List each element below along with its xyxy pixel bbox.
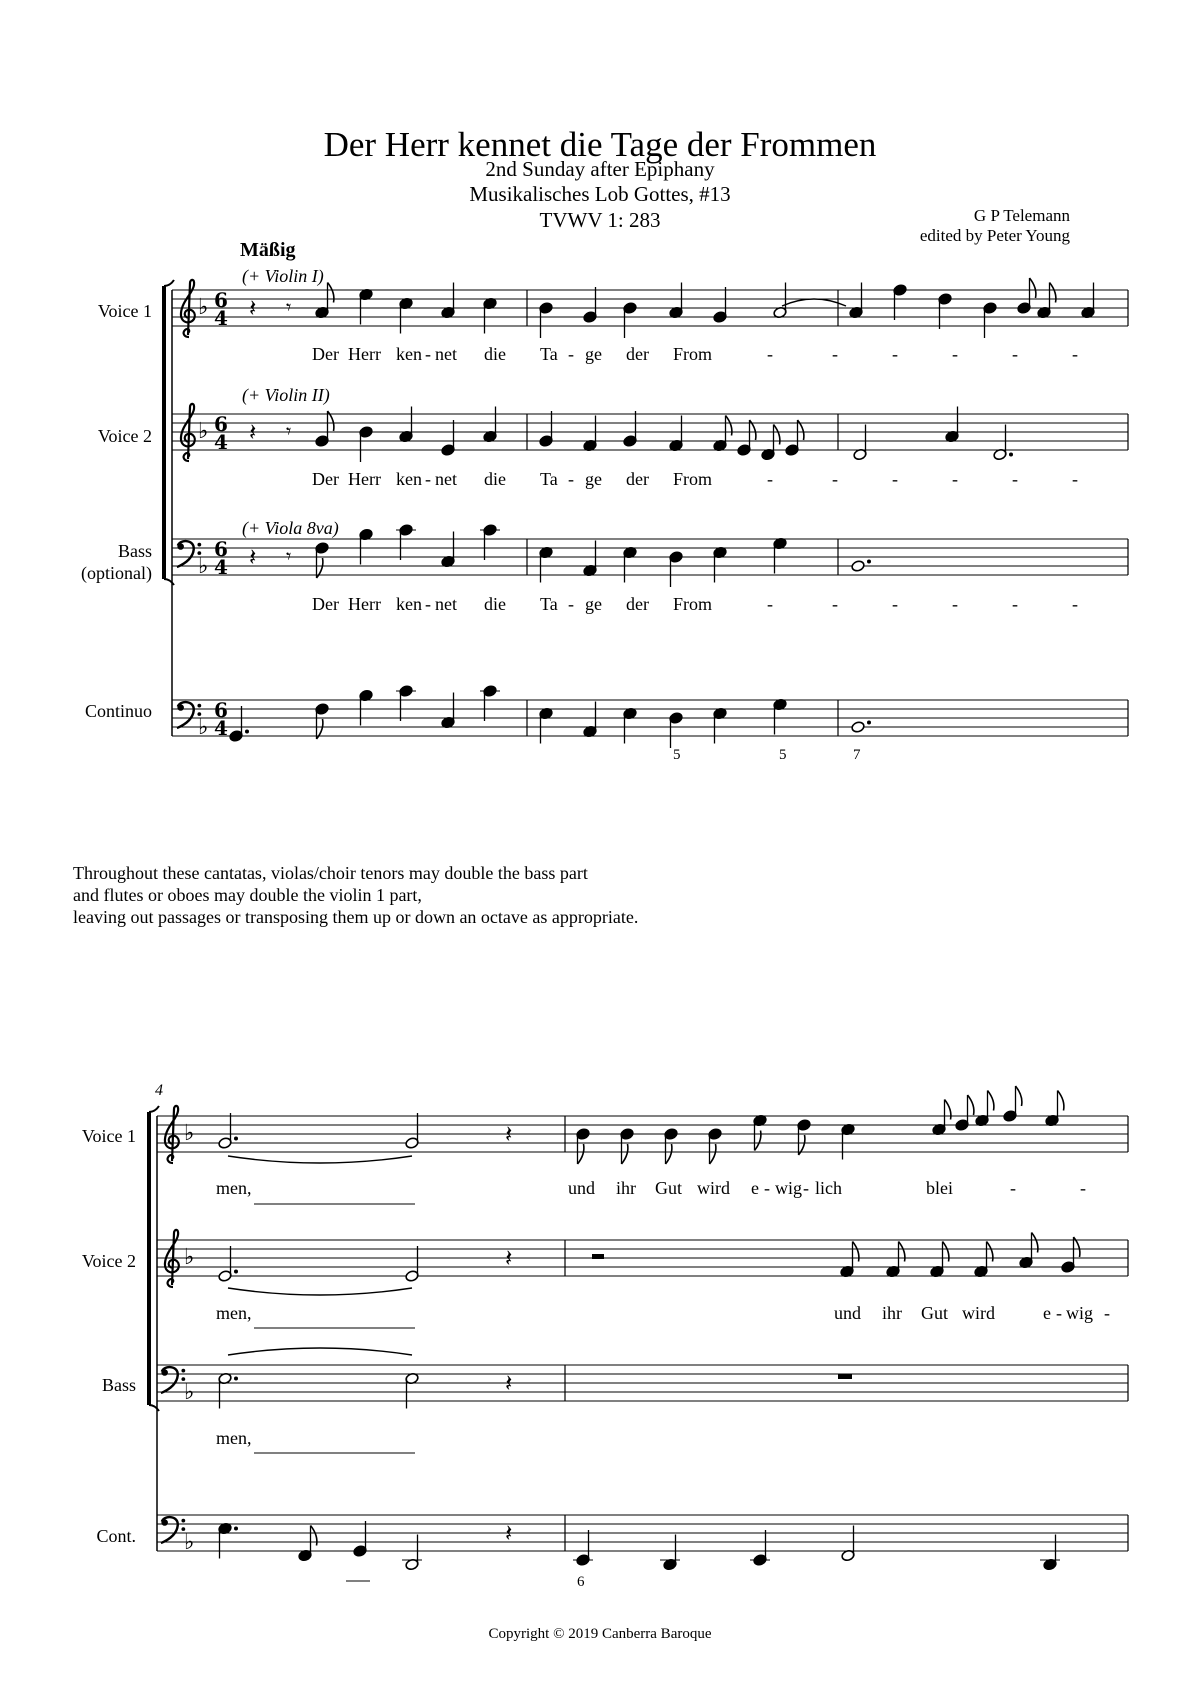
eighth-rest: 𝄾 <box>286 295 292 319</box>
lyric: From <box>673 344 713 364</box>
choir-bracket <box>149 1106 159 1112</box>
lyric: Ta <box>540 469 558 489</box>
time-signature: 4 <box>214 555 228 579</box>
note-dot <box>867 721 871 725</box>
lyric: blei <box>926 1178 953 1198</box>
quarter-rest: 𝄽 <box>249 294 257 322</box>
subtitle-occasion: 2nd Sunday after Epiphany <box>485 157 715 181</box>
staff-label-voice1: Voice 1 <box>81 1126 136 1146</box>
lyric: - <box>1072 344 1078 364</box>
lyric: die <box>484 594 506 614</box>
lyric: - <box>568 469 574 489</box>
time-signature: 6 <box>214 288 228 312</box>
lyric: - <box>832 344 838 364</box>
key-signature-flat: ♭ <box>184 1380 195 1405</box>
figured-bass: 5 <box>779 747 787 763</box>
lyric: - <box>892 344 898 364</box>
lyric: - <box>767 594 773 614</box>
lyric: Gut <box>655 1178 682 1198</box>
subtitle-catalog: TVWV 1: 283 <box>539 208 661 232</box>
staff-label-voice2: Voice 2 <box>97 426 152 446</box>
quarter-rest: 𝄽 <box>505 1519 513 1547</box>
staff-label-bass: Bass <box>117 541 152 561</box>
instrument-note-violin2: (+ Violin II) <box>242 385 330 405</box>
lyric: - <box>568 344 574 364</box>
lyric: ken <box>396 469 422 489</box>
lyric: ge <box>585 594 602 614</box>
note-head <box>851 721 865 734</box>
instrument-note-violin1: (+ Violin I) <box>242 266 324 286</box>
slur <box>228 1288 412 1295</box>
eighth-rest: 𝄾 <box>286 419 292 443</box>
lyric: - <box>767 469 773 489</box>
whole-rest <box>838 1374 852 1379</box>
lyric: ge <box>585 344 602 364</box>
lyric: - <box>832 469 838 489</box>
key-signature-flat: ♭ <box>198 715 209 740</box>
instrument-note-viola: (+ Viola 8va) <box>242 518 339 538</box>
lyric: - <box>952 469 958 489</box>
key-signature-flat: ♭ <box>198 554 209 579</box>
lyric: Der <box>312 594 339 614</box>
time-signature: 6 <box>214 698 228 722</box>
lyric: ihr <box>616 1178 636 1198</box>
page-title: Der Herr kennet die Tage der Frommen <box>323 125 877 164</box>
slur <box>782 299 846 306</box>
note-dot <box>234 1137 238 1141</box>
lyric: - <box>425 344 431 364</box>
lyric: - <box>764 1178 770 1198</box>
key-signature-flat: ♭ <box>184 1245 195 1270</box>
note-flag <box>622 1144 628 1164</box>
lyric: From <box>673 594 713 614</box>
key-signature-flat: ♭ <box>198 295 209 320</box>
note-dot <box>1009 453 1013 457</box>
bass-clef <box>161 1517 185 1543</box>
performance-note-line: Throughout these cantatas, violas/choir tenors may double the bass part <box>73 863 588 883</box>
lyric: net <box>435 594 457 614</box>
lyric: - <box>1080 1178 1086 1198</box>
note-flag <box>578 1144 584 1164</box>
lyric: - <box>425 594 431 614</box>
note-head <box>851 560 865 573</box>
lyric: - <box>952 594 958 614</box>
note-dot <box>234 1270 238 1274</box>
half-rest <box>592 1254 604 1259</box>
lyric: - <box>425 469 431 489</box>
staff-label-voice1: Voice 1 <box>97 301 152 321</box>
lyric: e <box>751 1178 759 1198</box>
note-flag <box>1030 278 1036 298</box>
lyric: Der <box>312 344 339 364</box>
quarter-rest: 𝄽 <box>505 1244 513 1272</box>
quarter-rest: 𝄽 <box>249 418 257 446</box>
lyric: lich <box>815 1178 842 1198</box>
lyric: die <box>484 469 506 489</box>
time-signature: 6 <box>214 537 228 561</box>
lyric: ken <box>396 594 422 614</box>
staff-label-continuo: Cont. <box>96 1526 136 1546</box>
lyric: men, <box>216 1303 252 1323</box>
note-flag <box>1016 1086 1022 1106</box>
lyric: - <box>1010 1178 1016 1198</box>
lyric: der <box>626 469 649 489</box>
lyric: und <box>568 1178 595 1198</box>
note-flag <box>710 1144 716 1164</box>
lyric: - <box>568 594 574 614</box>
composer: G P Telemann <box>973 206 1070 225</box>
choir-bracket <box>164 280 174 286</box>
quarter-rest: 𝄽 <box>505 1120 513 1148</box>
lyric: - <box>1072 469 1078 489</box>
lyric: - <box>1072 594 1078 614</box>
lyric: Ta <box>540 594 558 614</box>
staff-label-continuo: Continuo <box>84 701 152 721</box>
lyric: - <box>1012 594 1018 614</box>
staff-label-voice2: Voice 2 <box>81 1251 136 1271</box>
measure-number: 4 <box>155 1082 163 1099</box>
subtitle-collection: Musikalisches Lob Gottes, #13 <box>469 182 731 206</box>
bass-clef <box>161 1367 185 1393</box>
lyric: Herr <box>348 344 381 364</box>
lyric: der <box>626 594 649 614</box>
lyric: ken <box>396 344 422 364</box>
note-flag <box>1058 1091 1064 1111</box>
note-dot <box>234 1527 238 1531</box>
note-dot <box>867 560 871 564</box>
lyric: wig <box>1066 1303 1093 1323</box>
figured-bass: 7 <box>853 747 861 763</box>
performance-note-line: leaving out passages or transposing them up or down an octave as appropriate. <box>73 907 639 927</box>
quarter-rest: 𝄽 <box>505 1369 513 1397</box>
lyric: - <box>1012 344 1018 364</box>
lyric: - <box>1012 469 1018 489</box>
lyric: Der <box>312 469 339 489</box>
note-dot <box>245 730 249 734</box>
lyric: - <box>892 469 898 489</box>
note-flag <box>988 1091 994 1111</box>
lyric: Ta <box>540 344 558 364</box>
time-signature: 6 <box>214 412 228 436</box>
note-dot <box>234 1377 238 1381</box>
slur <box>228 1348 412 1355</box>
eighth-rest: 𝄾 <box>286 544 292 568</box>
note-flag <box>666 1144 672 1164</box>
lyric: Herr <box>348 594 381 614</box>
lyric: men, <box>216 1178 252 1198</box>
lyric: net <box>435 469 457 489</box>
lyric: From <box>673 469 713 489</box>
lyric: ihr <box>882 1303 902 1323</box>
staff-label-bass-optional: (optional) <box>81 563 152 583</box>
lyric: men, <box>216 1428 252 1448</box>
slur <box>228 1156 412 1163</box>
lyric: die <box>484 344 506 364</box>
key-signature-flat: ♭ <box>184 1121 195 1146</box>
lyric: wird <box>962 1303 995 1323</box>
quarter-rest: 𝄽 <box>249 543 257 571</box>
editor: edited by Peter Young <box>919 226 1070 245</box>
lyric: - <box>832 594 838 614</box>
time-signature: 4 <box>214 306 228 330</box>
staff-label-bass: Bass <box>101 1375 136 1395</box>
performance-note-line: and flutes or oboes may double the violin 1 part, <box>73 885 422 905</box>
lyric: - <box>1056 1303 1062 1323</box>
lyric: und <box>834 1303 861 1323</box>
key-signature-flat: ♭ <box>198 419 209 444</box>
note-flag <box>968 1095 974 1115</box>
lyric: - <box>803 1178 809 1198</box>
lyric: wig <box>775 1178 802 1198</box>
lyric: ge <box>585 469 602 489</box>
lyric: Herr <box>348 469 381 489</box>
lyric: - <box>952 344 958 364</box>
lyric: - <box>892 594 898 614</box>
lyric: - <box>767 344 773 364</box>
lyric: e <box>1043 1303 1051 1323</box>
figured-bass: 6 <box>577 1574 585 1590</box>
lyric: - <box>1104 1303 1110 1323</box>
time-signature: 4 <box>214 430 228 454</box>
copyright: Copyright © 2019 Canberra Baroque <box>488 1626 712 1642</box>
lyric: der <box>626 344 649 364</box>
figured-bass: 5 <box>673 747 681 763</box>
lyric: net <box>435 344 457 364</box>
key-signature-flat: ♭ <box>184 1530 195 1555</box>
tempo-marking: Mäßig <box>240 239 296 261</box>
lyric: wird <box>697 1178 730 1198</box>
time-signature: 4 <box>214 716 228 740</box>
lyric: Gut <box>921 1303 948 1323</box>
